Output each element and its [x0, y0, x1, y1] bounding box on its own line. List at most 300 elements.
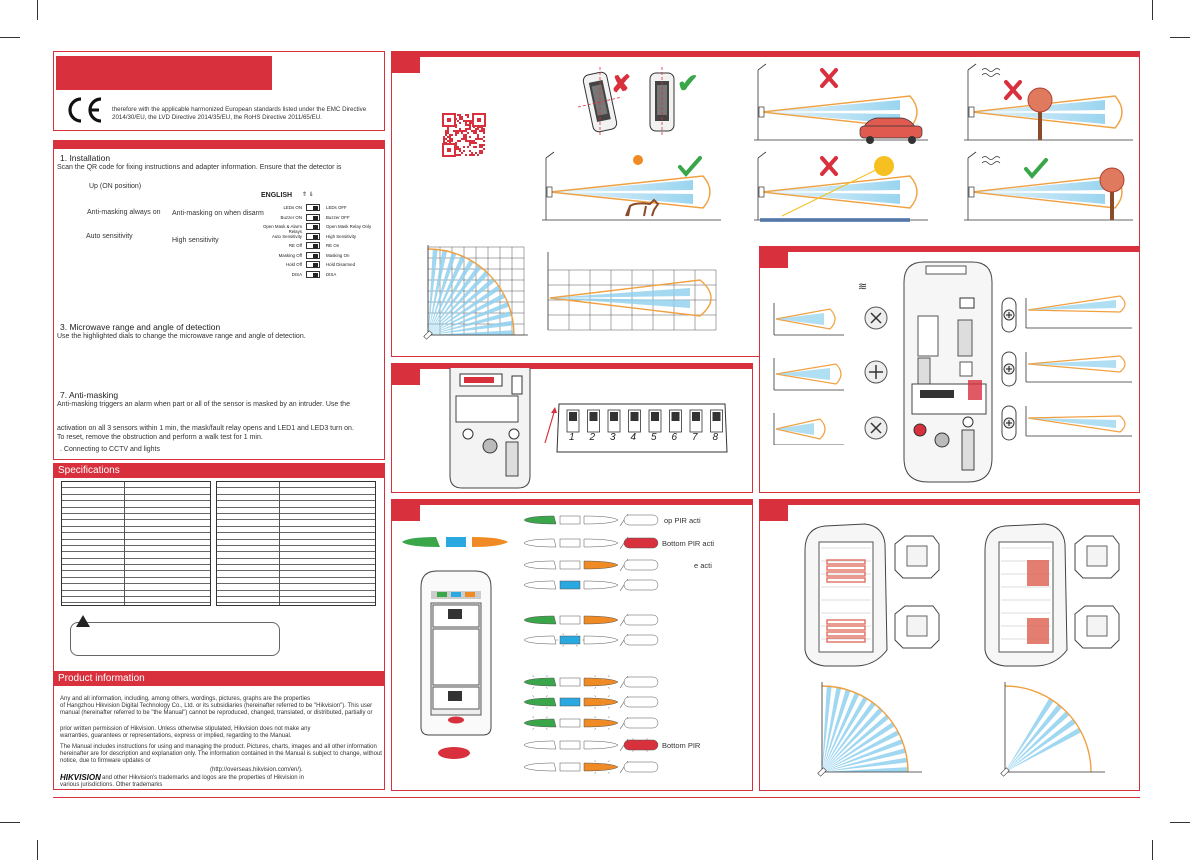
qr-module — [465, 154, 467, 156]
qr-module — [459, 148, 461, 150]
qr-module — [483, 140, 485, 142]
led-blue — [560, 741, 580, 749]
blink-ray — [533, 728, 535, 729]
qr-module — [473, 146, 475, 148]
qr-module — [461, 116, 463, 118]
qr-module — [479, 146, 481, 148]
specs-table-left — [61, 481, 211, 606]
dial-screw-3 — [862, 414, 890, 442]
led-row — [520, 612, 660, 628]
product-p1: Any and all information, including, among others, wordings, pictures, graphs are the properties — [60, 696, 311, 702]
dial-screw-1 — [862, 304, 890, 332]
qr-module — [469, 150, 471, 152]
led-orange — [584, 581, 618, 589]
product-tm1: and other Hikvision's trademarks and logos are the properties of Hikvision in — [102, 775, 304, 781]
qr-module — [469, 122, 471, 124]
installation-heading: 1. Installation — [60, 153, 111, 163]
qr-module — [445, 130, 447, 132]
qr-module — [481, 150, 483, 152]
led-row — [520, 512, 660, 528]
qr-module — [471, 152, 473, 154]
antimasking-line1: Anti-masking triggers an alarm when part or all of the sensor is masked by an intruder. Use the — [57, 401, 350, 408]
detector-icon — [1001, 768, 1009, 776]
qr-module — [457, 140, 459, 142]
mask-piece-window — [1087, 616, 1107, 636]
led-row — [520, 737, 660, 753]
spec-row — [217, 597, 375, 603]
high-sens-label: High sensitivity — [172, 237, 219, 244]
microwave-heading: 3. Microwave range and angle of detection — [60, 322, 221, 332]
wind-icon — [982, 157, 1000, 160]
led-red — [624, 635, 658, 645]
blink-ray — [533, 717, 535, 718]
qr-module — [477, 128, 479, 130]
cross-icon — [1006, 82, 1020, 98]
led-orange — [584, 763, 618, 771]
specs-heading: Specifications — [53, 463, 385, 478]
mask-piece-window — [1087, 546, 1107, 566]
product-p4: prior written permission of Hikvision. Unless otherwise stipulated, Hikvision does not make any — [60, 726, 311, 732]
qr-module — [483, 144, 485, 146]
blink-ray — [608, 772, 610, 773]
qr-module — [467, 120, 469, 122]
spec-col-divider — [124, 482, 125, 605]
qr-module — [481, 152, 483, 154]
qr-module — [459, 140, 461, 142]
side-grid-diagram — [540, 250, 720, 334]
qr-module — [455, 134, 457, 136]
dip-knob — [610, 412, 618, 421]
panel-placement-tag — [392, 57, 420, 73]
qr-module — [445, 138, 447, 140]
qr-module — [483, 148, 485, 150]
qr-module — [473, 142, 475, 144]
fan-grid-diagram — [418, 243, 528, 343]
led-blue — [560, 636, 580, 644]
blink-ray — [595, 676, 597, 677]
dip-switch[interactable] — [306, 252, 320, 259]
blink-ray — [563, 645, 565, 646]
qr-module — [459, 128, 461, 130]
qr-module — [471, 154, 473, 156]
qr-module — [459, 130, 461, 132]
dip-knob — [713, 412, 721, 421]
dip-switch[interactable] — [306, 223, 320, 230]
dip-knob — [569, 412, 577, 421]
led-red — [624, 718, 658, 728]
detector-icon — [969, 187, 974, 197]
dip-switch[interactable] — [306, 242, 320, 249]
dip-knob — [692, 412, 700, 421]
qr-module — [471, 140, 473, 142]
blink-ray — [546, 707, 548, 708]
product-p3: manual (hereinafter referred to be "the Manual") cannot be reproduced, changed, translated, or distributed, partially or — [60, 710, 373, 716]
detector-icon — [759, 107, 764, 117]
detector-icon — [759, 187, 764, 197]
qr-module — [479, 130, 481, 132]
spec-col-divider — [279, 482, 280, 605]
qr-module — [483, 130, 485, 132]
installation-intro: Scan the QR code for fixing instructions and adapter information. Ensure that the detector is — [57, 164, 342, 171]
dip-left-label: Auto Sensitivity — [271, 233, 302, 239]
qr-module — [481, 138, 483, 140]
qr-module — [469, 120, 471, 122]
blink-ray — [608, 707, 610, 708]
qr-module — [467, 128, 469, 130]
antimasking-line2: activation on all 3 sensors within 1 min, the mask/fault relay opens and LED1 and LED3 turn on. — [57, 425, 354, 432]
dip-number: 8 — [712, 432, 719, 443]
qr-module — [459, 116, 461, 118]
led-blue — [560, 581, 580, 589]
led-row — [520, 577, 660, 593]
qr-module — [461, 118, 463, 120]
panel-leds-tag — [392, 505, 420, 521]
adjust-beams-right — [1000, 290, 1135, 445]
blink-ray — [576, 634, 578, 635]
fan-narrow — [995, 680, 1105, 780]
qr-module — [475, 152, 477, 154]
qr-module — [479, 152, 481, 154]
panel-masks-tag — [760, 505, 788, 521]
qr-module — [457, 132, 459, 134]
qr-module — [483, 136, 485, 138]
led-red — [624, 740, 658, 750]
dip-right-label: Masking On — [326, 252, 350, 258]
qr-module — [465, 114, 467, 116]
adjust-beams-left — [770, 295, 845, 445]
antimasking-line4: . Connecting to CCTV and lights — [60, 446, 160, 453]
paw-icon — [633, 155, 643, 165]
led-row — [520, 674, 660, 690]
qr-module — [467, 146, 469, 148]
led-green — [524, 561, 556, 569]
led-orange — [584, 561, 618, 569]
qr-module — [447, 128, 449, 130]
qr-module — [477, 154, 479, 156]
qr-module — [463, 136, 465, 138]
dip-left-label: Buzzer ON — [280, 214, 302, 220]
qr-module — [467, 140, 469, 142]
led-orange — [584, 698, 618, 706]
pcb-closeup — [440, 368, 540, 490]
qr-module — [477, 138, 479, 140]
detector-front — [415, 567, 497, 737]
dip-left-label: Hold Off — [285, 262, 302, 267]
qr-module — [457, 148, 459, 150]
fan-ray — [822, 767, 908, 772]
qr-module — [467, 132, 469, 134]
led-red — [624, 560, 658, 570]
qr-module — [461, 132, 463, 134]
qr-module — [465, 140, 467, 142]
detector-mask-blocks — [975, 520, 1125, 670]
qr-module — [447, 136, 449, 138]
scene-tree-wrong — [962, 62, 1137, 150]
detector-icon — [969, 107, 974, 117]
dip-right-label: Buzzer OFF — [326, 214, 350, 220]
qr-module — [473, 130, 475, 132]
qr-module — [451, 134, 453, 136]
blink-ray — [633, 739, 635, 740]
blink-ray — [595, 761, 597, 762]
tree-trunk — [1038, 110, 1042, 140]
qr-module — [479, 144, 481, 146]
led-legend — [400, 535, 510, 549]
qr-module — [467, 116, 469, 118]
qr-module — [451, 140, 453, 142]
qr-module — [465, 124, 467, 126]
dip-right-label: Hold Disarmed — [326, 262, 356, 267]
detector-icon — [547, 187, 552, 197]
dip-knob — [651, 412, 659, 421]
scene-dog-right — [540, 150, 725, 230]
led-red — [624, 762, 658, 772]
qr-module — [463, 120, 465, 122]
wall-line — [968, 152, 976, 158]
dip-switch-bank — [555, 400, 730, 456]
title-panel — [53, 51, 385, 131]
microwave-beam — [550, 280, 711, 316]
panel-adjust-tag — [760, 252, 788, 268]
up-arrow-icon — [543, 405, 557, 445]
title-bar — [56, 56, 272, 90]
blink-ray — [546, 676, 548, 677]
qr-module — [483, 128, 485, 130]
led-row — [520, 535, 660, 551]
blink-ray — [646, 750, 648, 751]
qr-module — [455, 130, 457, 132]
qr-module — [465, 130, 467, 132]
detector-icon — [818, 768, 826, 776]
led-blue — [560, 719, 580, 727]
led-row — [520, 632, 660, 648]
blink-ray — [608, 728, 610, 729]
led-row — [520, 715, 660, 731]
led-red — [624, 538, 658, 548]
wind-icon — [982, 69, 1000, 72]
blink-ray — [608, 676, 610, 677]
qr-module — [459, 114, 461, 116]
qr-module — [459, 154, 461, 156]
qr-module — [475, 142, 477, 144]
spec-row — [62, 597, 210, 603]
page-bottom-rule — [53, 797, 1140, 798]
dip-right-label: High Sensitivity — [326, 233, 357, 239]
blink-ray — [646, 739, 648, 740]
dip-knob — [631, 412, 639, 421]
qr-module — [465, 134, 467, 136]
product-heading: Product information — [53, 671, 385, 686]
blink-ray — [563, 634, 565, 635]
mask-block — [1027, 618, 1049, 644]
qr-module — [471, 130, 473, 132]
dial-screw-2 — [862, 358, 890, 386]
qr-finder-center — [477, 118, 481, 122]
qr-module — [453, 130, 455, 132]
led-row — [520, 759, 660, 775]
led-green — [524, 539, 556, 547]
qr-module — [467, 124, 469, 126]
dip-number: 1 — [569, 432, 575, 443]
qr-module — [463, 134, 465, 136]
dip-right-label: RE On — [326, 243, 340, 248]
scene-tree-right — [962, 150, 1137, 230]
qr-module — [463, 130, 465, 132]
dip-switch[interactable] — [306, 214, 320, 221]
led-red — [624, 580, 658, 590]
qr-module — [469, 128, 471, 130]
led-label-top-pir: op PIR acti — [664, 516, 701, 525]
dip-switch[interactable] — [306, 271, 320, 278]
led-orange — [584, 539, 618, 547]
led-blue — [560, 698, 580, 706]
led-green — [524, 763, 556, 771]
qr-code — [440, 111, 488, 159]
qr-module — [463, 138, 465, 140]
led-green — [524, 678, 556, 686]
led-green — [524, 741, 556, 749]
tree-icon — [1100, 168, 1124, 192]
product-p8: notice, due to firmware updates or — [60, 758, 151, 764]
qr-module — [469, 126, 471, 128]
qr-module — [479, 150, 481, 152]
water-surface — [760, 218, 910, 222]
qr-module — [457, 114, 459, 116]
dip-number: 5 — [651, 432, 657, 443]
led-row — [520, 694, 660, 710]
blink-ray — [595, 707, 597, 708]
fan-ray — [428, 330, 514, 335]
qr-module — [449, 140, 451, 142]
blink-ray — [546, 687, 548, 688]
detector-straight-right — [640, 67, 680, 137]
wall-line — [968, 64, 976, 70]
product-url[interactable]: (http://overseas.hikvision.com/en/). — [210, 767, 303, 773]
dip-right-label: LEDs OFF — [326, 205, 347, 210]
qr-module — [457, 154, 459, 156]
qr-module — [475, 138, 477, 140]
mask-piece-window — [907, 546, 927, 566]
blink-ray — [595, 696, 597, 697]
qr-module — [471, 142, 473, 144]
wind-icon: ≋ — [858, 281, 868, 293]
dip-right-label: Open Mask Relay Only — [326, 224, 372, 229]
led-red — [624, 615, 658, 625]
qr-module — [481, 146, 483, 148]
dip-number: 3 — [610, 432, 616, 443]
ce-line2: 2014/30/EU, the LVD Directive 2014/35/EU, the RoHS Directive 2011/65/EU. — [112, 114, 322, 121]
mask-block — [1027, 560, 1049, 586]
dip-left-label: RE Off — [288, 243, 302, 248]
blink-ray — [595, 717, 597, 718]
qr-module — [447, 132, 449, 134]
qr-module — [463, 146, 465, 148]
qr-module — [481, 144, 483, 146]
cross-icon — [822, 70, 836, 86]
led-red — [624, 677, 658, 687]
am-always-label: Anti-masking always on — [87, 209, 161, 216]
antimasking-heading: 7. Anti-masking — [60, 390, 119, 400]
ce-line1: therefore with the applicable harmonized European standards listed under the EMC Directive — [112, 106, 367, 113]
installation-header-rule — [53, 140, 385, 149]
led-red — [624, 697, 658, 707]
dip-table — [256, 187, 376, 283]
led-orange — [584, 616, 618, 624]
caution-box — [70, 622, 280, 656]
led-blue — [560, 539, 580, 547]
qr-module — [461, 138, 463, 140]
auto-sens-label: Auto sensitivity — [86, 233, 133, 240]
microwave-body: Use the highlighted dials to change the microwave range and angle of detection. — [57, 333, 306, 340]
qr-module — [477, 134, 479, 136]
qr-module — [469, 136, 471, 138]
led-green — [524, 698, 556, 706]
qr-module — [473, 154, 475, 156]
blink-ray — [533, 696, 535, 697]
up-label: Up (ON position) — [89, 183, 142, 190]
blink-ray — [546, 728, 548, 729]
cross-icon: ✘ — [611, 71, 632, 98]
qr-module — [469, 144, 471, 146]
led-blue — [560, 678, 580, 686]
led-green — [524, 516, 556, 524]
scene-sun-wrong — [752, 150, 932, 230]
dip-switch[interactable] — [306, 261, 320, 268]
detector-mask-strips — [795, 520, 945, 670]
dip-switch[interactable] — [306, 233, 320, 240]
qr-module — [475, 128, 477, 130]
wind-icon — [982, 162, 1000, 165]
dip-left-label: DISA — [291, 271, 302, 277]
cross-icon — [822, 158, 836, 174]
qr-module — [449, 134, 451, 136]
qr-module — [465, 122, 467, 124]
qr-module — [457, 146, 459, 148]
product-p2: of Hangzhou Hikvision Digital Technology Co., Ltd. or its subsidiaries (hereinafter referred to be "Hikvision"). This user — [60, 703, 373, 709]
qr-module — [449, 138, 451, 140]
qr-module — [459, 118, 461, 120]
qr-module — [447, 130, 449, 132]
product-p5: warranties, guarantees or representations, express or implied, regarding to the Manual. — [60, 733, 292, 739]
led-blue — [560, 561, 580, 569]
blink-ray — [576, 645, 578, 646]
qr-module — [473, 132, 475, 134]
led-row — [520, 557, 660, 573]
led-blue — [560, 616, 580, 624]
qr-module — [479, 138, 481, 140]
blink-ray — [546, 696, 548, 697]
qr-module — [475, 130, 477, 132]
qr-module — [481, 128, 483, 130]
dip-left-label: Open Mask & Alarm Relays — [262, 224, 302, 234]
qr-module — [477, 136, 479, 138]
led-green — [524, 636, 556, 644]
qr-module — [475, 132, 477, 134]
qr-module — [461, 130, 463, 132]
dip-switch[interactable] — [306, 204, 320, 211]
qr-module — [457, 130, 459, 132]
wall-line — [758, 152, 766, 158]
blink-ray — [533, 687, 535, 688]
am-disarm-label: Anti-masking on when disarm — [172, 210, 264, 217]
detector-open-board — [898, 258, 998, 486]
qr-finder-center — [447, 118, 451, 122]
qr-module — [469, 124, 471, 126]
wall-line — [758, 64, 766, 70]
wall-line — [546, 152, 554, 158]
dip-number: 7 — [692, 432, 698, 443]
qr-finder-center — [447, 148, 451, 152]
